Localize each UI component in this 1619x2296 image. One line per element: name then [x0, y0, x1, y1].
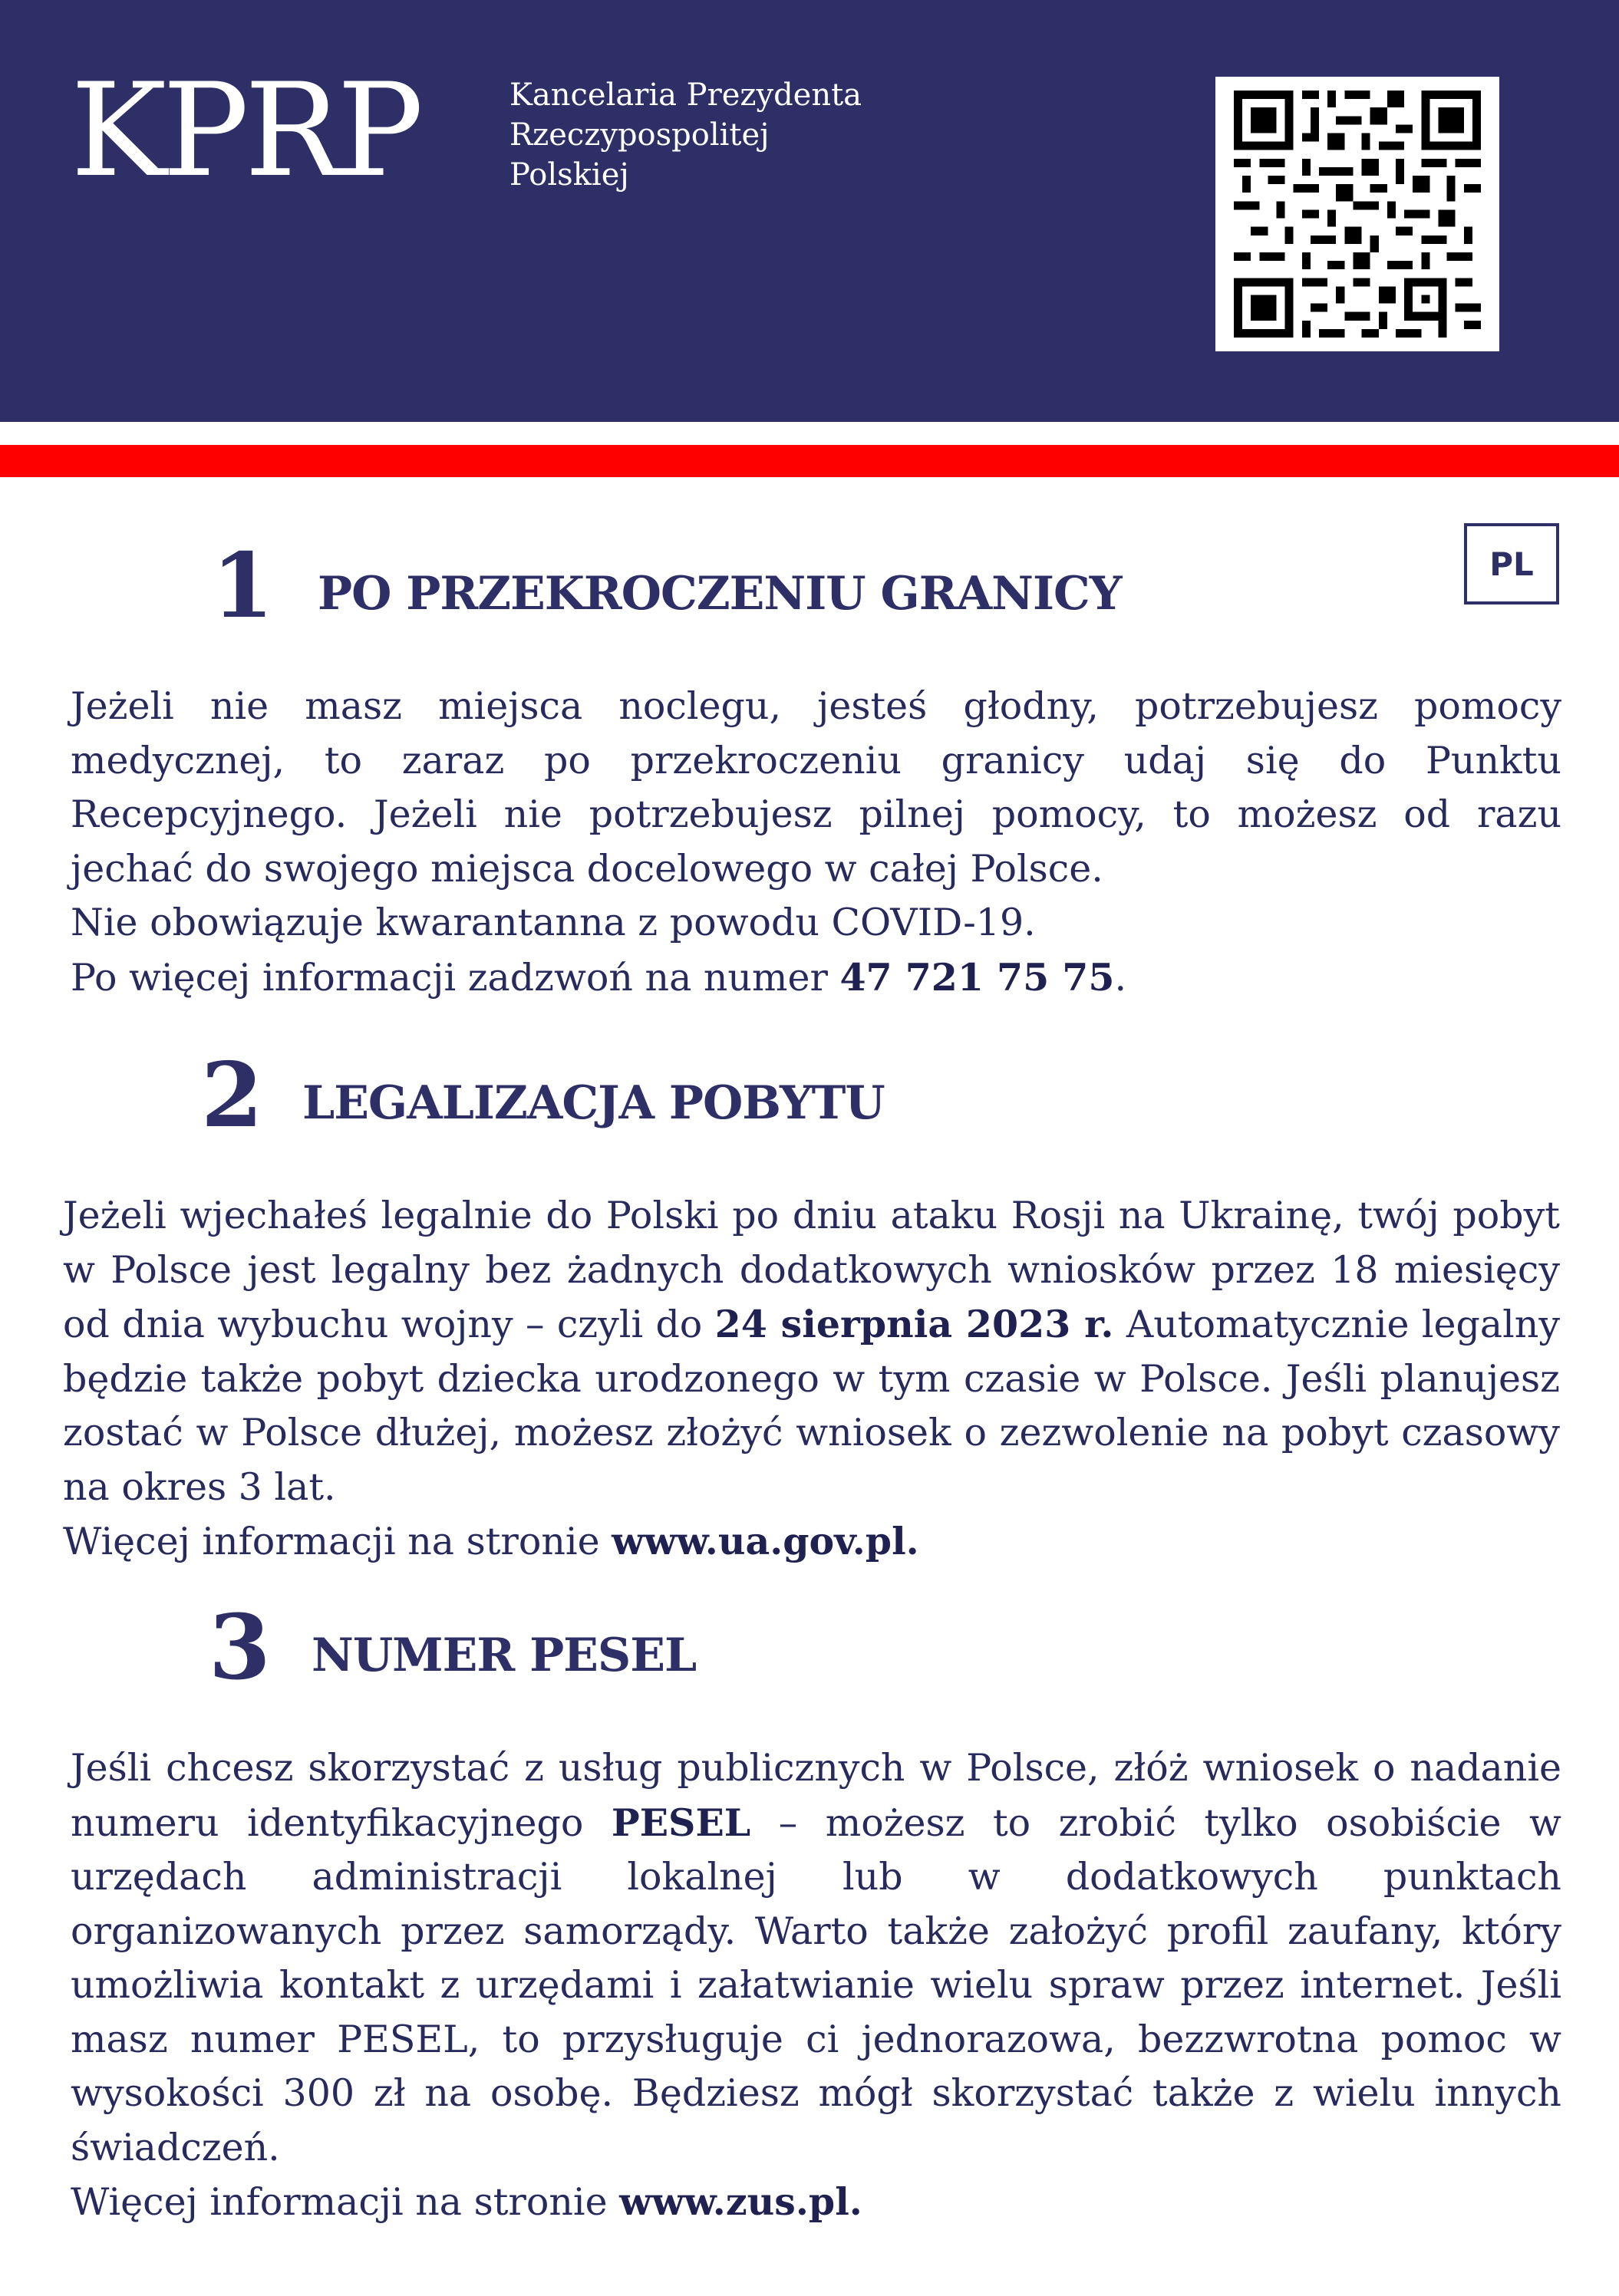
flag-red-stripe [0, 445, 1619, 477]
section-3-more-info [71, 2175, 1561, 2230]
pesel-term: PESEL [611, 1800, 751, 1845]
section-1-body [71, 680, 1561, 1005]
kprp-logo: KPRP [71, 55, 420, 206]
org-line-2: Rzeczypospolitej [509, 117, 770, 153]
section-1-phone-line [71, 950, 1561, 1006]
org-line-3: Polskiej [509, 157, 629, 193]
phone-number[interactable]: 47 721 75 75 [839, 954, 1115, 1000]
deadline-date: 24 sierpnia 2023 r. [714, 1302, 1114, 1346]
more-info-prefix: Więcej informacji na stronie [71, 2180, 620, 2224]
section-3-text-end: – możesz to zrobić tylko osobiście w urzędach administracji lokalnej lub w dodatkowych punktach organizowanych przez samorządy. Warto także założyć profil zaufany, który umożliwia kontakt z urzędami i załatwianie wielu spraw przez internet. Jeśli masz numer PESEL, to przysługuje ci jednorazowa, bezzwrotna pomoc w wysokości 300 zł na osobę. Będziesz mógł skorzystać także z wielu innych świadczeń. [71, 1800, 1561, 2169]
header-banner [0, 0, 1619, 422]
section-2-body [63, 1189, 1560, 1570]
ua-gov-link[interactable]: www.ua.gov.pl. [612, 1519, 919, 1563]
section-3-title: NUMER PESEL [312, 1629, 697, 1682]
qr-code[interactable] [1215, 77, 1499, 351]
section-1-covid-note: Nie obowiązuje kwarantanna z powodu COVID-19. [71, 901, 1036, 944]
section-3-text-start: Jeśli chcesz skorzystać z usług publicznych w Polsce, złóż wniosek o nadanie numeru identyfikacyjnego [71, 1746, 1561, 1845]
more-info-prefix: Więcej informacji na stronie [63, 1520, 612, 1563]
section-2-number: 2 [201, 1043, 263, 1148]
section-2-more-info [63, 1514, 1560, 1570]
language-badge: PL [1464, 523, 1559, 604]
section-3-body [71, 1741, 1561, 2230]
section-1-number: 1 [212, 534, 274, 638]
zus-link[interactable]: www.zus.pl. [619, 2179, 862, 2224]
section-3-number: 3 [209, 1596, 271, 1700]
phone-prefix: Po więcej informacji zadzwoń na numer [71, 955, 840, 1000]
org-line-1: Kancelaria Prezydenta [509, 77, 862, 113]
section-1-title: PO PRZEKROCZENIU GRANICY [318, 567, 1122, 621]
organization-name [509, 75, 862, 195]
section-2-text-end: Automatycznie legalny będzie także pobyt dziecka urodzonego w tym czasie w Polsce. Jeśli planujesz zostać w Polsce dłużej, możesz złożyć wniosek o zezwolenie na pobyt czasowy na okres 3 lat. [63, 1303, 1561, 1509]
section-1-paragraph: Jeżeli nie masz miejsca noclegu, jesteś głodny, potrzebujesz pomocy medycznej, to zaraz po przekroczeniu granicy udaj się do Punktu Recepcyjnego. Jeżeli nie potrzebujesz pilnej pomocy, to możesz od razu jechać do swojego miejsca docelowego w całej Polsce. [71, 684, 1561, 891]
section-2-title: LEGALIZACJA POBYTU [302, 1076, 885, 1130]
qr-code-icon [1232, 91, 1482, 338]
phone-suffix: . [1114, 955, 1127, 1000]
section-2-text-start: Jeżeli wjechałeś legalnie do Polski po dniu ataku Rosji na Ukrainę, twój pobyt w Polsce jest legalny bez żadnych dodatkowych wniosków przez 18 miesięcy od dnia wybuchu wojny – czyli do [63, 1194, 1560, 1346]
